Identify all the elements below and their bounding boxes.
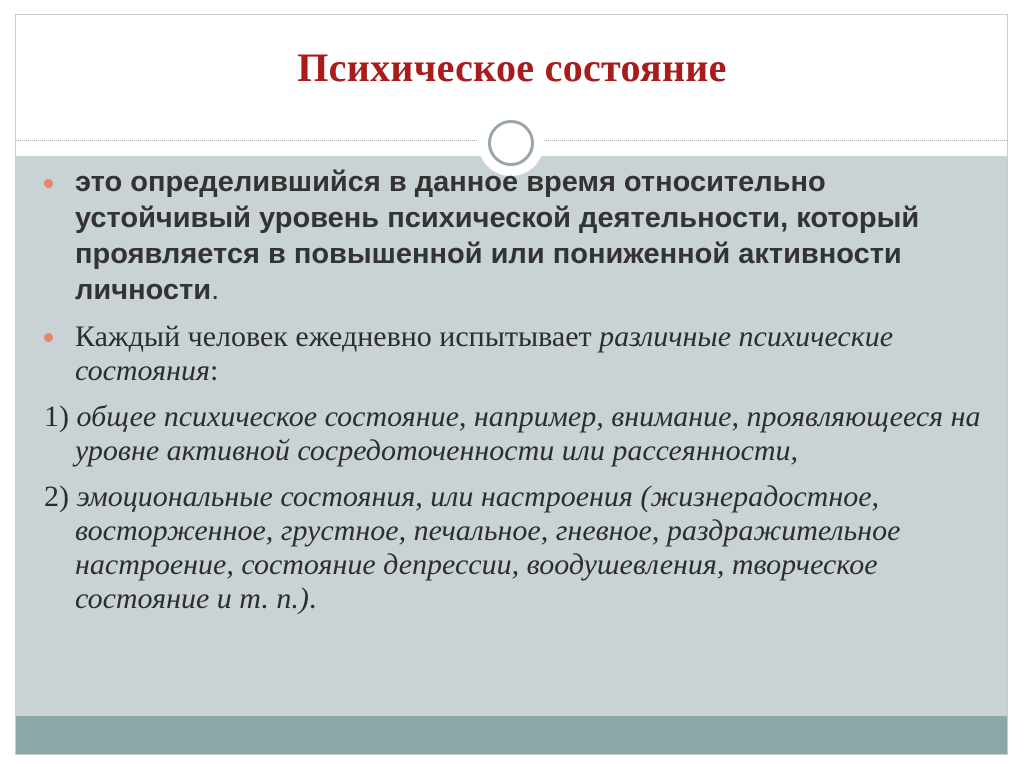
bullet-dot-icon xyxy=(44,333,53,342)
item-1-text: общее психическое состояние, например, внимание, проявляющееся на уровне активной сосредоточенности или рассеянности, xyxy=(69,400,981,467)
states-intro-italic: различные психические состояния xyxy=(75,320,894,387)
slide-title: Психическое состояние xyxy=(297,45,727,90)
bullet-definition xyxy=(44,164,984,308)
slide-content xyxy=(44,164,984,628)
bullet-states-intro xyxy=(44,320,984,388)
definition-suffix: . xyxy=(211,274,220,306)
states-intro-text: Каждый человек ежедневно испытывает xyxy=(75,320,600,353)
ring-ornament-inner xyxy=(488,120,534,166)
item-2-number: 2) xyxy=(44,480,69,513)
item-2-text: эмоциональные состояния, или настроения (жизнерадостное, восторженное, грустное, печальное, гневное, раздражительное настроение, состояние депрессии, воодушевления, творческое состояние и т. п.) xyxy=(69,480,901,615)
bottom-band xyxy=(16,716,1007,754)
states-intro-suffix: : xyxy=(209,354,219,387)
numbered-item-1 xyxy=(44,400,984,468)
bullet-dot-icon xyxy=(44,179,53,188)
item-2-suffix: . xyxy=(308,582,317,615)
numbered-item-2 xyxy=(44,480,984,616)
item-1-number: 1) xyxy=(44,400,69,433)
definition-text: это определившийся в данное время относительно устойчивый уровень психической деятельности, который проявляется в повышенной или пониженной активности личности xyxy=(75,166,920,306)
